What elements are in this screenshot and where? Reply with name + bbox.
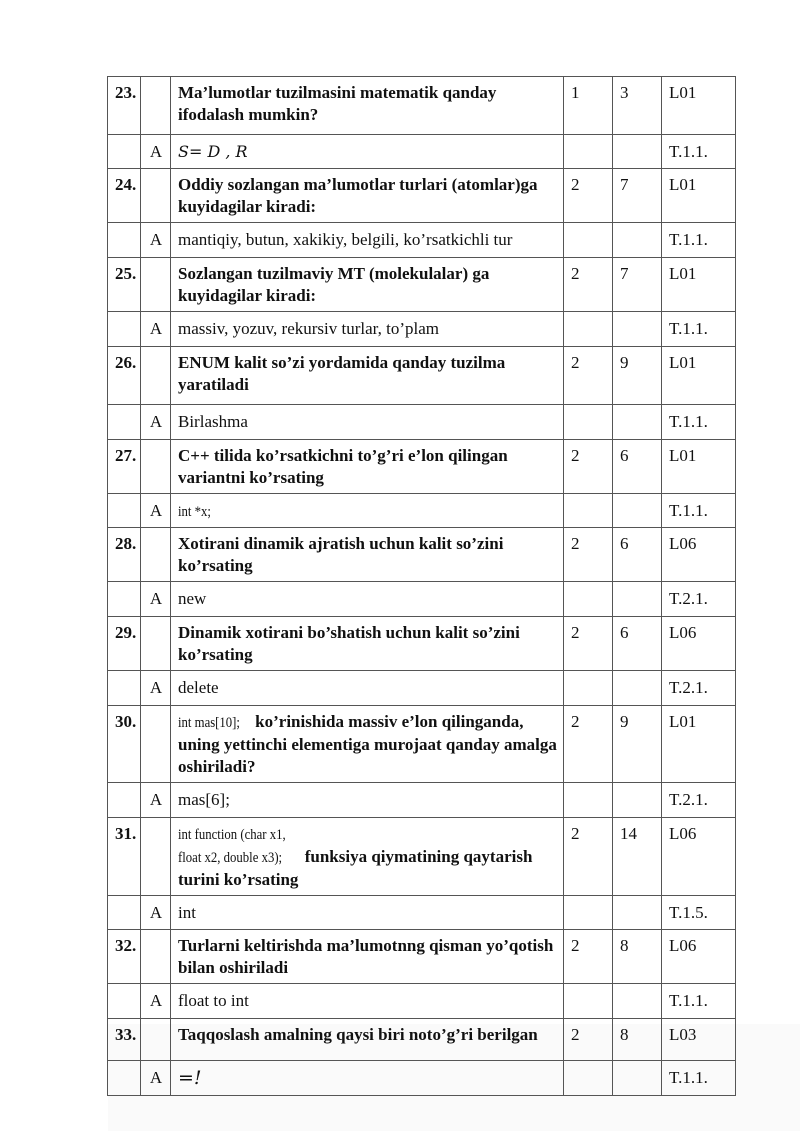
empty-cell [564,405,613,440]
topic-number-cell: 7 [613,258,662,312]
empty-cell [613,135,662,169]
outcome-code-cell: L01 [662,706,736,783]
empty-cell [108,896,141,930]
answer-row [108,1061,736,1096]
answer-letter: A [141,405,171,440]
question-number: 25. [108,258,141,312]
reference-cell: T.1.1. [662,312,736,347]
reference-cell: T.1.1. [662,135,736,169]
answer-row [108,896,736,930]
answer-letter: A [141,135,171,169]
empty-cell [613,984,662,1019]
empty-cell [613,494,662,528]
answer-text: int [171,896,564,930]
topic-number-cell: 7 [613,169,662,223]
question-text: Turlarni keltirishda ma’lumotnng qisman yo’qotish bilan oshiriladi [171,930,564,984]
topic-number-cell: 3 [613,77,662,135]
answer-letter: A [141,896,171,930]
empty-cell [613,312,662,347]
empty-cell [613,223,662,258]
question-text: Xotirani dinamik ajratish uchun kalit so’zini ko’rsating [171,528,564,582]
empty-cell [613,405,662,440]
empty-cell [108,223,141,258]
topic-number-cell: 6 [613,440,662,494]
question-body: funksiya qiymatining qaytarish turini ko’rsating [178,847,533,889]
answer-row [108,984,736,1019]
empty-cell [613,783,662,818]
question-row [108,617,736,671]
answer-formula: S= D , R [178,142,248,161]
answer-text: float to int [171,984,564,1019]
answer-code: int *x; [178,504,211,520]
question-row [108,77,736,135]
letter-cell [141,818,171,896]
question-text [171,706,564,783]
answer-row [108,135,736,169]
answer-operator: =! [178,1067,202,1089]
topic-number-cell: 6 [613,528,662,582]
answer-text: mas[6]; [171,783,564,818]
empty-cell [108,405,141,440]
answer-letter: A [141,671,171,706]
empty-cell [108,671,141,706]
empty-cell [564,896,613,930]
difficulty-cell: 2 [564,930,613,984]
difficulty-cell: 2 [564,440,613,494]
answer-row [108,405,736,440]
answer-letter: A [141,1061,171,1096]
outcome-code-cell: L03 [662,1019,736,1061]
empty-cell [613,582,662,617]
answer-letter: A [141,312,171,347]
question-code: int mas[10]; [178,715,240,731]
topic-number-cell: 9 [613,706,662,783]
question-number: 24. [108,169,141,223]
question-row [108,169,736,223]
reference-cell: T.1.5. [662,896,736,930]
question-text [171,818,564,896]
question-row [108,1019,736,1061]
question-number: 27. [108,440,141,494]
difficulty-cell: 2 [564,347,613,405]
question-text: Dinamik xotirani bo’shatish uchun kalit so’zini ko’rsating [171,617,564,671]
reference-cell: T.2.1. [662,671,736,706]
empty-cell [108,312,141,347]
empty-cell [108,984,141,1019]
difficulty-cell: 2 [564,617,613,671]
question-row [108,706,736,783]
difficulty-cell: 2 [564,706,613,783]
empty-cell [108,135,141,169]
answer-text: massiv, yozuv, rekursiv turlar, to’plam [171,312,564,347]
answer-letter: A [141,582,171,617]
reference-cell: T.2.1. [662,783,736,818]
answer-text [171,494,564,528]
letter-cell [141,706,171,783]
topic-number-cell: 9 [613,347,662,405]
answer-row [108,494,736,528]
reference-cell: T.1.1. [662,984,736,1019]
question-number: 30. [108,706,141,783]
empty-cell [564,671,613,706]
difficulty-cell: 2 [564,169,613,223]
difficulty-cell: 2 [564,818,613,896]
question-code-line-2: float x2, double x3); [178,850,283,866]
letter-cell [141,528,171,582]
question-text: Ma’lumotlar tuzilmasini matematik qanday ifodalash mumkin? [171,77,564,135]
letter-cell [141,258,171,312]
outcome-code-cell: L06 [662,528,736,582]
question-number: 32. [108,930,141,984]
empty-cell [108,1061,141,1096]
reference-cell: T.1.1. [662,494,736,528]
empty-cell [108,783,141,818]
question-text: Taqqoslash amalning qaysi biri noto’g’ri berilgan [171,1019,564,1061]
answer-row [108,223,736,258]
question-number: 33. [108,1019,141,1061]
empty-cell [564,1061,613,1096]
empty-cell [613,1061,662,1096]
topic-number-cell: 8 [613,930,662,984]
outcome-code-cell: L06 [662,617,736,671]
reference-cell: T.1.1. [662,223,736,258]
question-text: ENUM kalit so’zi yordamida qanday tuzilma yaratiladi [171,347,564,405]
question-row [108,528,736,582]
empty-cell [564,984,613,1019]
topic-number-cell: 6 [613,617,662,671]
difficulty-cell: 2 [564,528,613,582]
outcome-code-cell: L06 [662,818,736,896]
question-number: 31. [108,818,141,896]
question-code-line-1: int function (char x1, [178,827,286,843]
question-text: Oddiy sozlangan ma’lumotlar turlari (atomlar)ga kuyidagilar kiradi: [171,169,564,223]
answer-text: new [171,582,564,617]
difficulty-cell: 2 [564,258,613,312]
answer-row [108,783,736,818]
empty-cell [613,671,662,706]
question-row [108,440,736,494]
answer-text: delete [171,671,564,706]
question-number: 26. [108,347,141,405]
empty-cell [108,494,141,528]
answer-text: Birlashma [171,405,564,440]
empty-cell [613,896,662,930]
empty-cell [564,582,613,617]
answer-text [171,1061,564,1096]
difficulty-cell: 2 [564,1019,613,1061]
answer-text [171,135,564,169]
question-text: C++ tilida ko’rsatkichni to’g’ri e’lon qilingan variantni ko’rsating [171,440,564,494]
letter-cell [141,77,171,135]
outcome-code-cell: L01 [662,77,736,135]
answer-row [108,671,736,706]
question-text: Sozlangan tuzilmaviy MT (molekulalar) ga kuyidagilar kiradi: [171,258,564,312]
outcome-code-cell: L01 [662,169,736,223]
answer-text: mantiqiy, butun, xakikiy, belgili, ko’rsatkichli tur [171,223,564,258]
topic-number-cell: 8 [613,1019,662,1061]
answer-letter: A [141,783,171,818]
empty-cell [564,135,613,169]
answer-letter: A [141,223,171,258]
letter-cell [141,347,171,405]
answer-letter: A [141,984,171,1019]
reference-cell: T.1.1. [662,405,736,440]
letter-cell [141,930,171,984]
question-number: 28. [108,528,141,582]
questions-table [107,76,736,1096]
empty-cell [564,783,613,818]
question-body: ko’rinishida massiv e’lon qilinganda, uning yettinchi elementiga murojaat qanday amalga oshiriladi? [178,712,557,776]
topic-number-cell: 14 [613,818,662,896]
answer-row [108,312,736,347]
empty-cell [564,223,613,258]
reference-cell: T.1.1. [662,1061,736,1096]
answer-row [108,582,736,617]
letter-cell [141,1019,171,1061]
letter-cell [141,617,171,671]
question-number: 23. [108,77,141,135]
empty-cell [108,582,141,617]
outcome-code-cell: L01 [662,347,736,405]
question-row [108,347,736,405]
answer-letter: A [141,494,171,528]
outcome-code-cell: L06 [662,930,736,984]
question-row [108,930,736,984]
question-number: 29. [108,617,141,671]
outcome-code-cell: L01 [662,440,736,494]
letter-cell [141,440,171,494]
question-row [108,818,736,896]
reference-cell: T.2.1. [662,582,736,617]
difficulty-cell: 1 [564,77,613,135]
empty-cell [564,494,613,528]
letter-cell [141,169,171,223]
outcome-code-cell: L01 [662,258,736,312]
question-row [108,258,736,312]
empty-cell [564,312,613,347]
